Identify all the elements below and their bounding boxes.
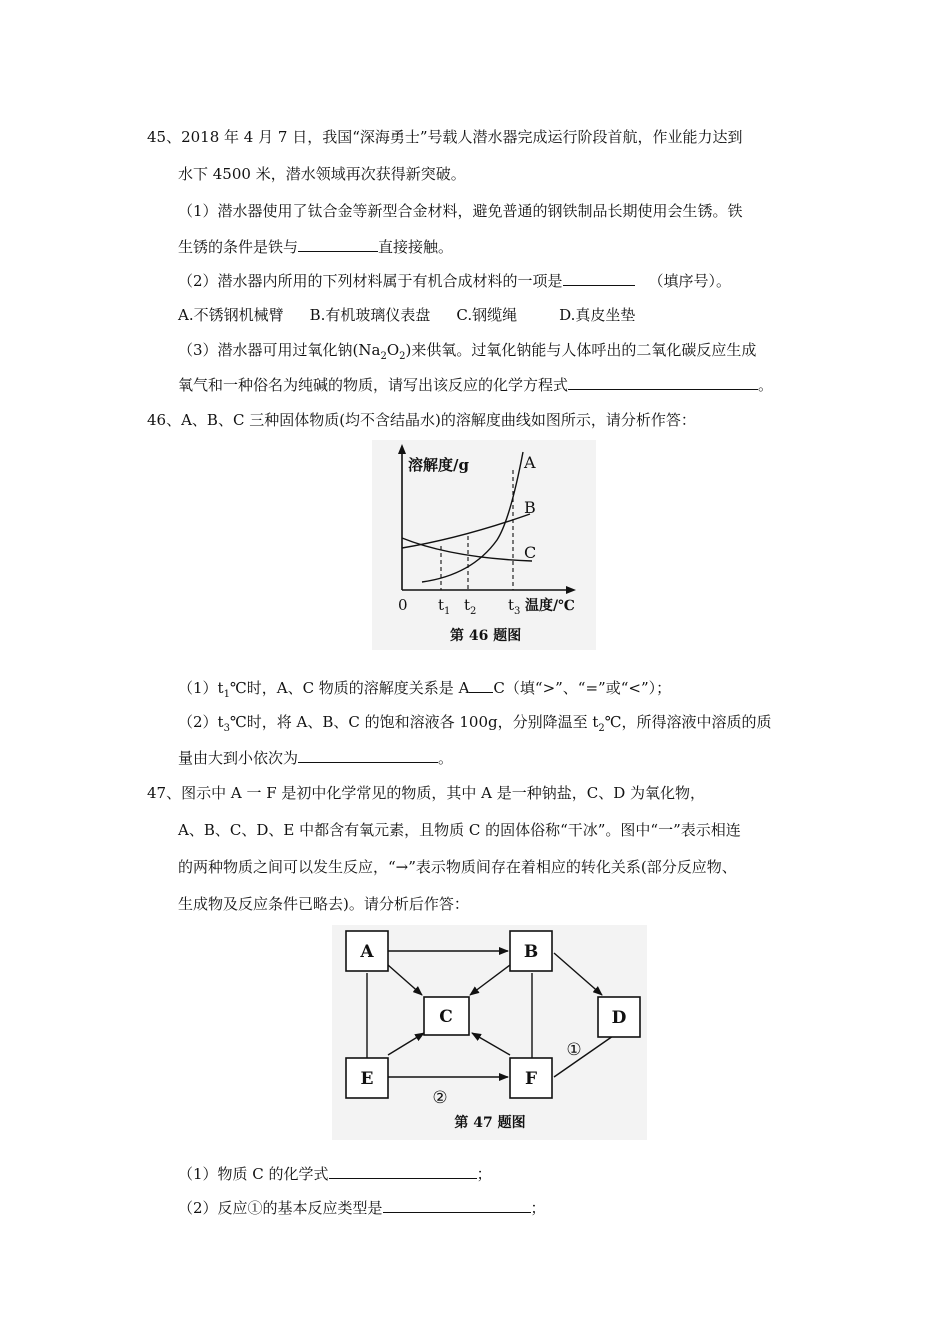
q45-part3-text-a: （3）潜水器可用过氧化钠(Na: [178, 341, 381, 359]
curve-label-b: B: [524, 498, 536, 517]
q47-part1-suffix: ；: [476, 1165, 492, 1183]
q46-answer-blank-2[interactable]: [298, 747, 438, 763]
q45-option-d: D.真皮坐垫: [559, 306, 636, 324]
q47-line4: 生成物及反应条件已略去)。请分析后作答：: [178, 895, 469, 913]
chart-ylabel: 溶解度/g: [408, 456, 469, 474]
q46-line1: 46、A、B、C 三种固体物质(均不含结晶水)的溶解度曲线如图所示，请分析作答：: [147, 411, 696, 429]
q45-part1-text: 生锈的条件是铁与: [178, 238, 299, 256]
q47-part2: [178, 1197, 546, 1218]
q47-part1: [178, 1163, 492, 1184]
q46-part2-text-d: 量由大到小依次为: [178, 749, 299, 767]
q45-part3-sub2: 2: [399, 351, 406, 362]
chart-xlabel: 温度/℃: [525, 598, 575, 614]
q47-part2-text: （2）反应①的基本反应类型是: [178, 1199, 383, 1217]
q45-part3-sub1: 2: [380, 351, 387, 362]
q47-part2-suffix: ；: [530, 1199, 546, 1217]
tick-t3: $t_3$: [508, 596, 521, 617]
q47-line3: 的两种物质之间可以发生反应，“→”表示物质间存在着相应的转化关系(部分反应物、: [178, 858, 737, 876]
q45-part1-suffix: 直接接触。: [378, 238, 454, 256]
q45-answer-blank-2[interactable]: [563, 270, 635, 286]
curve-label-a: A: [524, 453, 536, 472]
q45-part3-line2: [178, 374, 773, 395]
q46-part2-sub2: 2: [598, 723, 605, 734]
q45-line1: 45、2018 年 4 月 7 日，我国“深海勇士”号载人潜水器完成运行阶段首航，作业能力达到: [147, 128, 743, 146]
q46-part1: [178, 677, 671, 698]
q46-part2-line2: [178, 747, 453, 768]
q45-options: [178, 305, 661, 325]
reaction-label-1: ①: [566, 1040, 582, 1060]
node-e: E: [360, 1069, 374, 1089]
q45-part1-line2: [178, 236, 453, 257]
q45-part3-text-b: O: [386, 341, 400, 359]
curve-label-c: C: [524, 543, 537, 562]
node-f: F: [524, 1069, 538, 1089]
q45-line2: 水下 4500 米，潜水领域再次获得新突破。: [178, 165, 466, 183]
q47-part1-text: （1）物质 C 的化学式: [178, 1165, 329, 1183]
chart-origin: 0: [398, 596, 408, 614]
q45-part1-line1: （1）潜水器使用了钛合金等新型合金材料，避免普通的钢铁制品长期使用会生锈。铁: [178, 202, 743, 220]
q46-part1-text-c: C（填“>”、“=”或“<”）；: [493, 679, 672, 697]
q45-answer-blank-1[interactable]: [298, 236, 378, 252]
chart-background: [372, 440, 596, 650]
q46-answer-blank-1[interactable]: [469, 677, 493, 693]
q45-part3-text-c: )来供氧。过氧化钠能与人体呼出的二氧化碳反应生成: [405, 341, 757, 359]
reaction-label-2: ②: [432, 1088, 448, 1108]
node-d: D: [611, 1008, 627, 1028]
q47-line1: 47、图示中 A 一 F 是初中化学常见的物质，其中 A 是一种钠盐，C、D 为氧化物，: [147, 784, 706, 802]
node-a: A: [360, 942, 374, 962]
q46-part1-text-a: （1）t: [178, 679, 224, 697]
q45-option-a: A.不锈钢机械臂: [178, 306, 284, 324]
q45-part2: [178, 270, 731, 291]
q45-option-b: B.有机玻璃仪表盘: [309, 306, 431, 324]
q47-line2: A、B、C、D、E 中都含有氧元素，且物质 C 的固体俗称“干冰”。图中“一”表示相连: [178, 821, 741, 839]
q45-part3-line1: [178, 340, 756, 360]
q46-part1-text-b: ℃时，A、C 物质的溶解度关系是 A: [229, 679, 470, 697]
q45-part2-suffix: （填序号）。: [648, 272, 732, 290]
q46-part2-text-a: （2）t: [178, 713, 224, 731]
q46-part1-sub: 1: [223, 689, 230, 700]
node-c: C: [439, 1007, 453, 1027]
q47-answer-blank-1[interactable]: [329, 1163, 477, 1179]
solubility-chart: [372, 440, 596, 650]
diagram-caption: 第 47 题图: [454, 1115, 526, 1131]
tick-t2: $t_2$: [464, 596, 477, 617]
chart-caption: 第 46 题图: [450, 628, 522, 644]
q45-option-c: C.钢缆绳: [456, 306, 518, 324]
q47-answer-blank-2[interactable]: [383, 1197, 531, 1213]
q46-part2-sub1: 3: [223, 723, 230, 734]
relation-diagram: [332, 925, 647, 1140]
q45-part2-text: （2）潜水器内所用的下列材料属于有机合成材料的一项是: [178, 272, 563, 290]
node-b: B: [523, 942, 539, 962]
q46-part2-suffix: 。: [438, 749, 454, 767]
q45-part3-text-d: 氧气和一种俗名为纯碱的物质，请写出该反应的化学方程式: [178, 376, 569, 394]
q46-part2-line1: [178, 712, 772, 732]
q46-part2-text-c: ℃，所得溶液中溶质的质: [604, 713, 772, 731]
q46-part2-text-b: ℃时，将 A、B、C 的饱和溶液各 100g，分别降温至 t: [229, 713, 599, 731]
tick-t1: $t_1$: [438, 596, 451, 617]
q45-part3-suffix: 。: [758, 376, 774, 394]
q45-answer-blank-3[interactable]: [568, 374, 758, 390]
